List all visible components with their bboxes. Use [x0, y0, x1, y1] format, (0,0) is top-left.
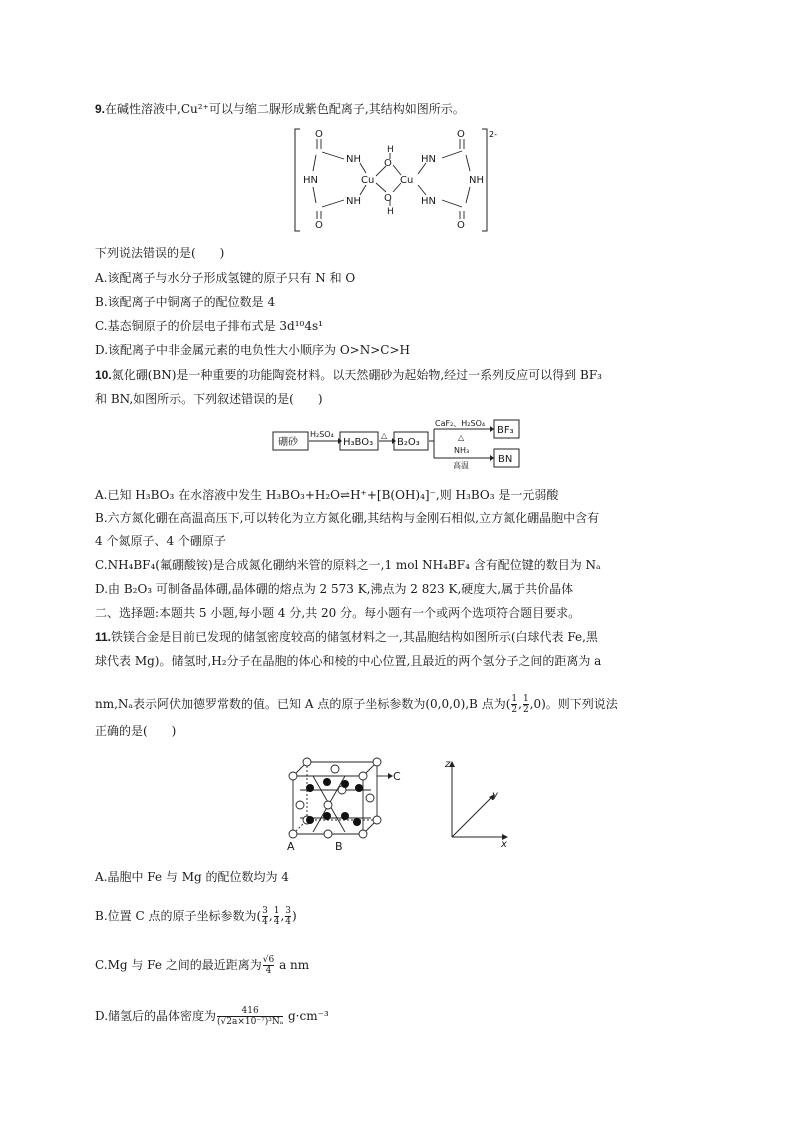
q11-line4: 正确的是( ): [95, 724, 177, 738]
q11-option-b[interactable]: B.位置 C 点的原子坐标参数为( $\frac{3}{4}$ , $\frac{1}{4}$ , $\frac{3}{4}$ ): [95, 906, 297, 927]
section-2-heading: 二、选择题:本题共 5 小题,每小题 4 分,共 20 分。每小题有一个或两个选项符合题目要求。: [95, 606, 581, 620]
fraction: $\frac{3}{4}$: [285, 906, 291, 927]
svg-text:BN: BN: [498, 454, 513, 465]
svg-text:NH₃: NH₃: [454, 446, 470, 455]
svg-text:H: H: [387, 145, 394, 155]
q10-option-a[interactable]: A.已知 H₃BO₃ 在水溶液中发生 H₃BO₃+H₂O⇌H⁺+[B(OH)₄]⁻,则 H₃BO₃ 是一元弱酸: [95, 488, 559, 502]
svg-text:H₃BO₃: H₃BO₃: [343, 437, 374, 448]
svg-text:△: △: [381, 431, 388, 440]
q10-option-b[interactable]: B.六方氮化硼在高温高压下,可以转化为立方氮化硼,其结构与金刚石相似,立方氮化硼晶胞中含有: [95, 511, 600, 525]
q9-option-b[interactable]: B.该配离子中铜离子的配位数是 4: [95, 295, 276, 309]
svg-text:O: O: [315, 129, 323, 140]
q9-stem: 9.在碱性溶液中,Cu²⁺可以与缩二脲形成紫色配离子,其结构如图所示。: [95, 102, 465, 116]
q10-stem-line1: 10.氮化硼(BN)是一种重要的功能陶瓷材料。以天然硼砂为起始物,经过一系列反应可以得到 BF₃: [95, 368, 602, 382]
svg-text:BF₃: BF₃: [497, 425, 514, 436]
svg-text:HN: HN: [303, 175, 318, 186]
fraction: $\frac{1}{4}$: [273, 906, 280, 927]
q11-option-a[interactable]: A.晶胞中 Fe 与 Mg 的配位数均为 4: [95, 870, 289, 884]
q9-option-d[interactable]: D.该配离子中非金属元素的电负性大小顺序为 O>N>C>H: [95, 343, 410, 357]
q9-ask: 下列说法错误的是( ): [95, 246, 225, 260]
svg-text:2-: 2-: [489, 130, 497, 139]
q9-option-a[interactable]: A.该配离子与水分子形成氢键的原子只有 N 和 O: [95, 271, 356, 285]
q11-option-c[interactable]: C.Mg 与 Fe 之间的最近距离为 $\frac{√6}{4}$ a nm: [95, 955, 310, 976]
q9-structure-diagram: [290, 125, 510, 237]
svg-text:x: x: [501, 839, 507, 849]
fraction: $\frac{1}{2}$: [522, 694, 529, 715]
svg-text:△: △: [458, 433, 465, 442]
svg-text:O: O: [384, 193, 392, 204]
q10-option-b-cont: 4 个氮原子、4 个硼原子: [95, 534, 226, 548]
svg-text:z: z: [445, 759, 451, 770]
svg-text:B: B: [335, 840, 343, 853]
svg-text:O: O: [315, 220, 323, 231]
q10-stem-line2: 和 BN,如图所示。下列叙述错误的是( ): [95, 392, 323, 406]
q10-option-d[interactable]: D.由 B₂O₃ 可制备晶体硼,晶体硼的熔点为 2 573 K,沸点为 2 823 K,硬度大,属于共价晶体: [95, 582, 574, 596]
svg-text:C: C: [393, 770, 401, 783]
svg-text:HN: HN: [421, 154, 436, 165]
q10-flow-diagram: [272, 416, 522, 472]
q11-crystal-cell-diagram: [283, 752, 408, 854]
q9-option-c[interactable]: C.基态铜原子的价层电子排布式是 3d¹⁰4s¹: [95, 319, 323, 333]
fraction: $\frac{√6}{4}$: [262, 955, 275, 976]
svg-text:H: H: [387, 207, 394, 217]
svg-text:y: y: [492, 790, 498, 801]
svg-text:CaF₂、H₂SO₄: CaF₂、H₂SO₄: [435, 419, 486, 428]
q11-axis-diagram: [440, 755, 520, 849]
fraction: $\frac{416}{\text{(√2a×10⁻⁷)³Nₐ}}$: [217, 1006, 284, 1027]
svg-text:硼砂: 硼砂: [278, 437, 298, 448]
fraction: $\frac{1}{2}$: [511, 694, 518, 715]
svg-text:O: O: [457, 129, 465, 140]
q10-option-c[interactable]: C.NH₄BF₄(氟硼酸铵)是合成氮化硼纳米管的原料之一,1 mol NH₄BF₄ 含有配位键的数目为 Nₐ: [95, 558, 601, 572]
q11-option-d[interactable]: D.储氢后的晶体密度为 $\frac{416}{\text{(√2a×10⁻⁷)³Nₐ}}$ g·cm⁻³: [95, 1006, 329, 1027]
svg-text:NH: NH: [346, 154, 361, 165]
svg-text:NH: NH: [469, 175, 484, 186]
svg-text:O: O: [384, 158, 392, 169]
svg-text:高温: 高温: [453, 461, 469, 470]
svg-text:A: A: [287, 840, 295, 853]
svg-text:O: O: [457, 220, 465, 231]
svg-text:Cu: Cu: [400, 175, 414, 186]
svg-text:B₂O₃: B₂O₃: [397, 437, 420, 448]
q11-line3: nm,Nₐ表示阿伏加德罗常数的值。已知 A 点的原子坐标参数为(0,0,0),B 点为( $\frac{1}{2}$ , $\frac{1}{2}$ ,0)。则下列说法: [95, 694, 618, 715]
q11-line2: 球代表 Mg)。储氢时,H₂分子在晶胞的体心和棱的中心位置,且最近的两个氢分子之间的距离为 a: [95, 654, 602, 668]
svg-text:NH: NH: [346, 196, 361, 207]
fraction: $\frac{3}{4}$: [262, 906, 268, 927]
q11-line1: 11.铁镁合金是目前已发现的储氢密度较高的储氢材料之一,其晶胞结构如图所示(白球代表 Fe,黑: [95, 630, 598, 644]
svg-text:HN: HN: [421, 196, 436, 207]
svg-text:Cu: Cu: [361, 175, 375, 186]
svg-text:H₂SO₄: H₂SO₄: [310, 430, 334, 439]
